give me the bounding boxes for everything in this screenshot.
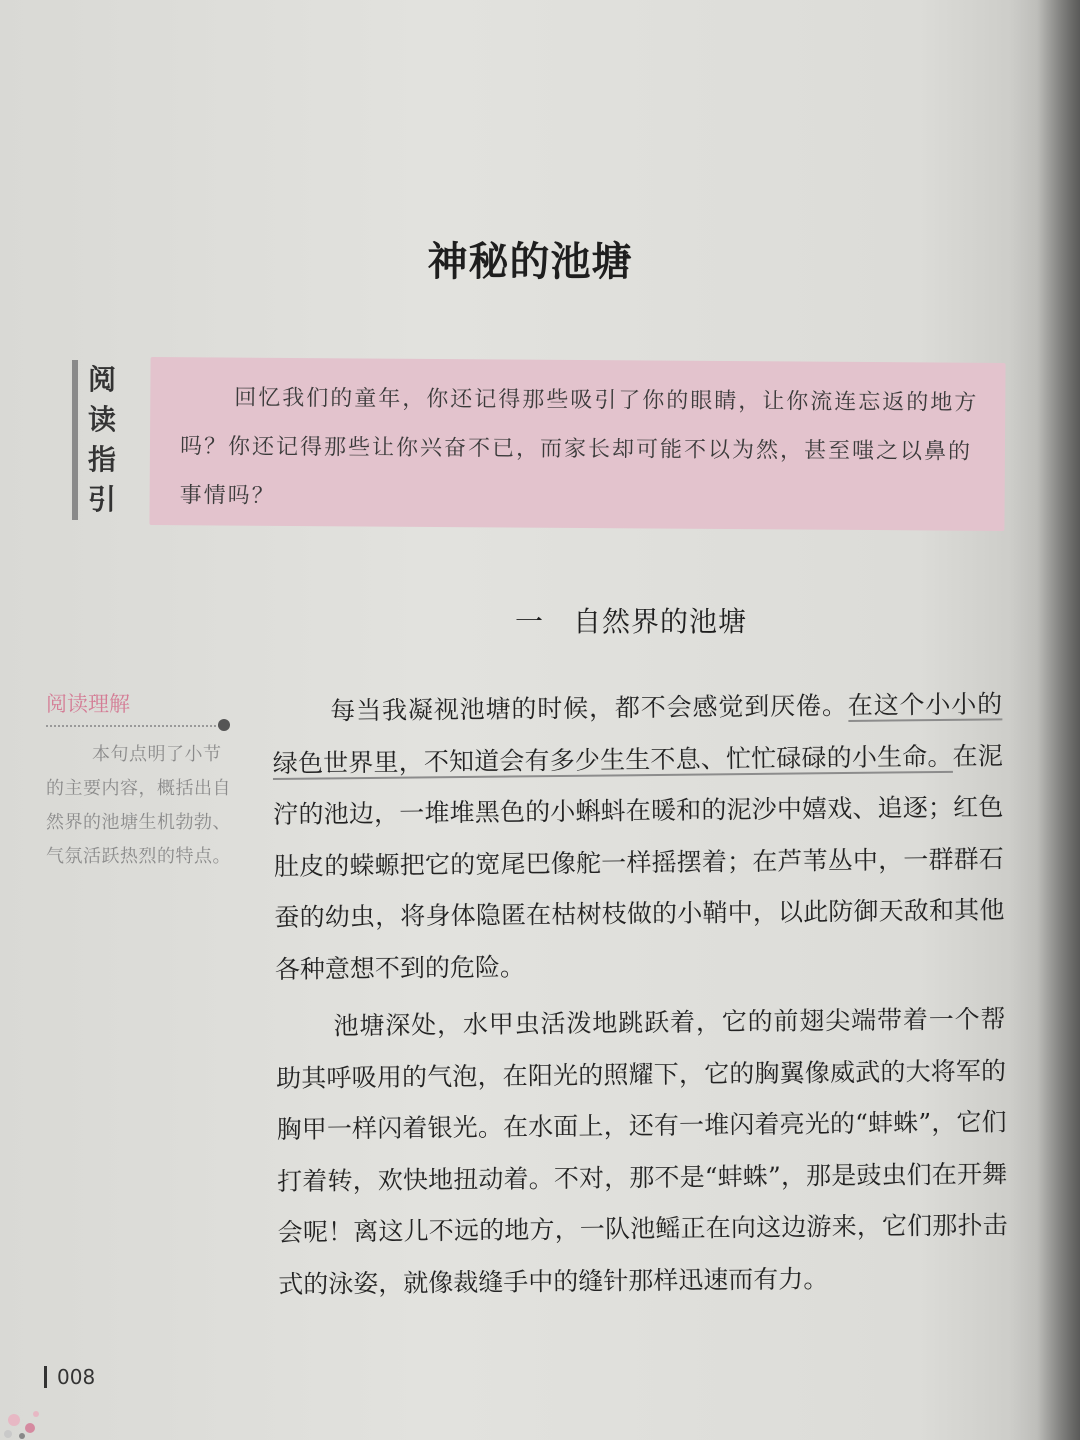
- guide-label-char: 引: [88, 483, 117, 516]
- p1-text-rest: 在泥泞的池边，一堆堆黑色的小蝌蚪在暖和的泥沙中嬉戏、追逐；红色肚皮的蝾螈把它的宽尾巴像舵一样摇摆着；在芦苇丛中，一群群石蚕的幼虫，将身体隐匿在枯树枝做的小鞘中，以此防御天敌和其他各种意想不到的危险。: [273, 740, 1005, 984]
- page-title: 神秘的池塘: [427, 239, 633, 285]
- section-heading: 一 自然界的池塘: [515, 605, 748, 638]
- reading-guide-text: 回忆我们的童年，你还记得那些吸引了你的眼睛，让你流连忘返的地方吗？你还记得那些让你兴奋不已，而家长却可能不以为然，甚至嗤之以鼻的事情吗？: [179, 385, 979, 509]
- guide-label-char: 指: [88, 443, 117, 476]
- paragraph-1: [272, 678, 1005, 995]
- side-note-divider: [46, 725, 224, 727]
- guide-label-char: 阅: [88, 363, 117, 396]
- page-binding-shadow: [1010, 0, 1080, 1440]
- body-text: [272, 678, 1009, 1316]
- side-note-bullet-icon: [218, 719, 230, 731]
- p1-text: 每当我凝视池塘的时候，都不会感觉到厌倦。: [330, 690, 848, 726]
- flower-decoration-icon: [0, 1390, 70, 1440]
- highlighted-sentence: 在这个小小的绿色世界里，不知道会有多少生生不息、忙忙碌碌的小生命。: [272, 689, 1003, 778]
- reading-guide-label: [72, 360, 148, 520]
- paragraph-2: 池塘深处，水甲虫活泼地跳跃着，它的前翅尖端带着一个帮助其呼吸用的气泡，在阳光的照耀下，它的胸翼像威武的大将军的胸甲一样闪着银光。在水面上，还有一堆闪着亮光的“蚌蛛”，它们打着转，欢快地扭动着。不对，那不是“蚌蛛”，那是豉虫们在开舞会呢！离这儿不远的地方，一队池鳐正在向这边游来，它们那扑击式的泳姿，就像裁缝手中的缝针那样迅速而有力。: [275, 1004, 1008, 1299]
- side-note-text: 本句点明了小节的主要内容，概括出自然界的池塘生机勃勃、气氛活跃热烈的特点。: [46, 744, 231, 867]
- side-note-title: 阅读理解: [46, 692, 130, 716]
- guide-label-char: 读: [88, 403, 117, 436]
- page-number: 008: [44, 1366, 95, 1388]
